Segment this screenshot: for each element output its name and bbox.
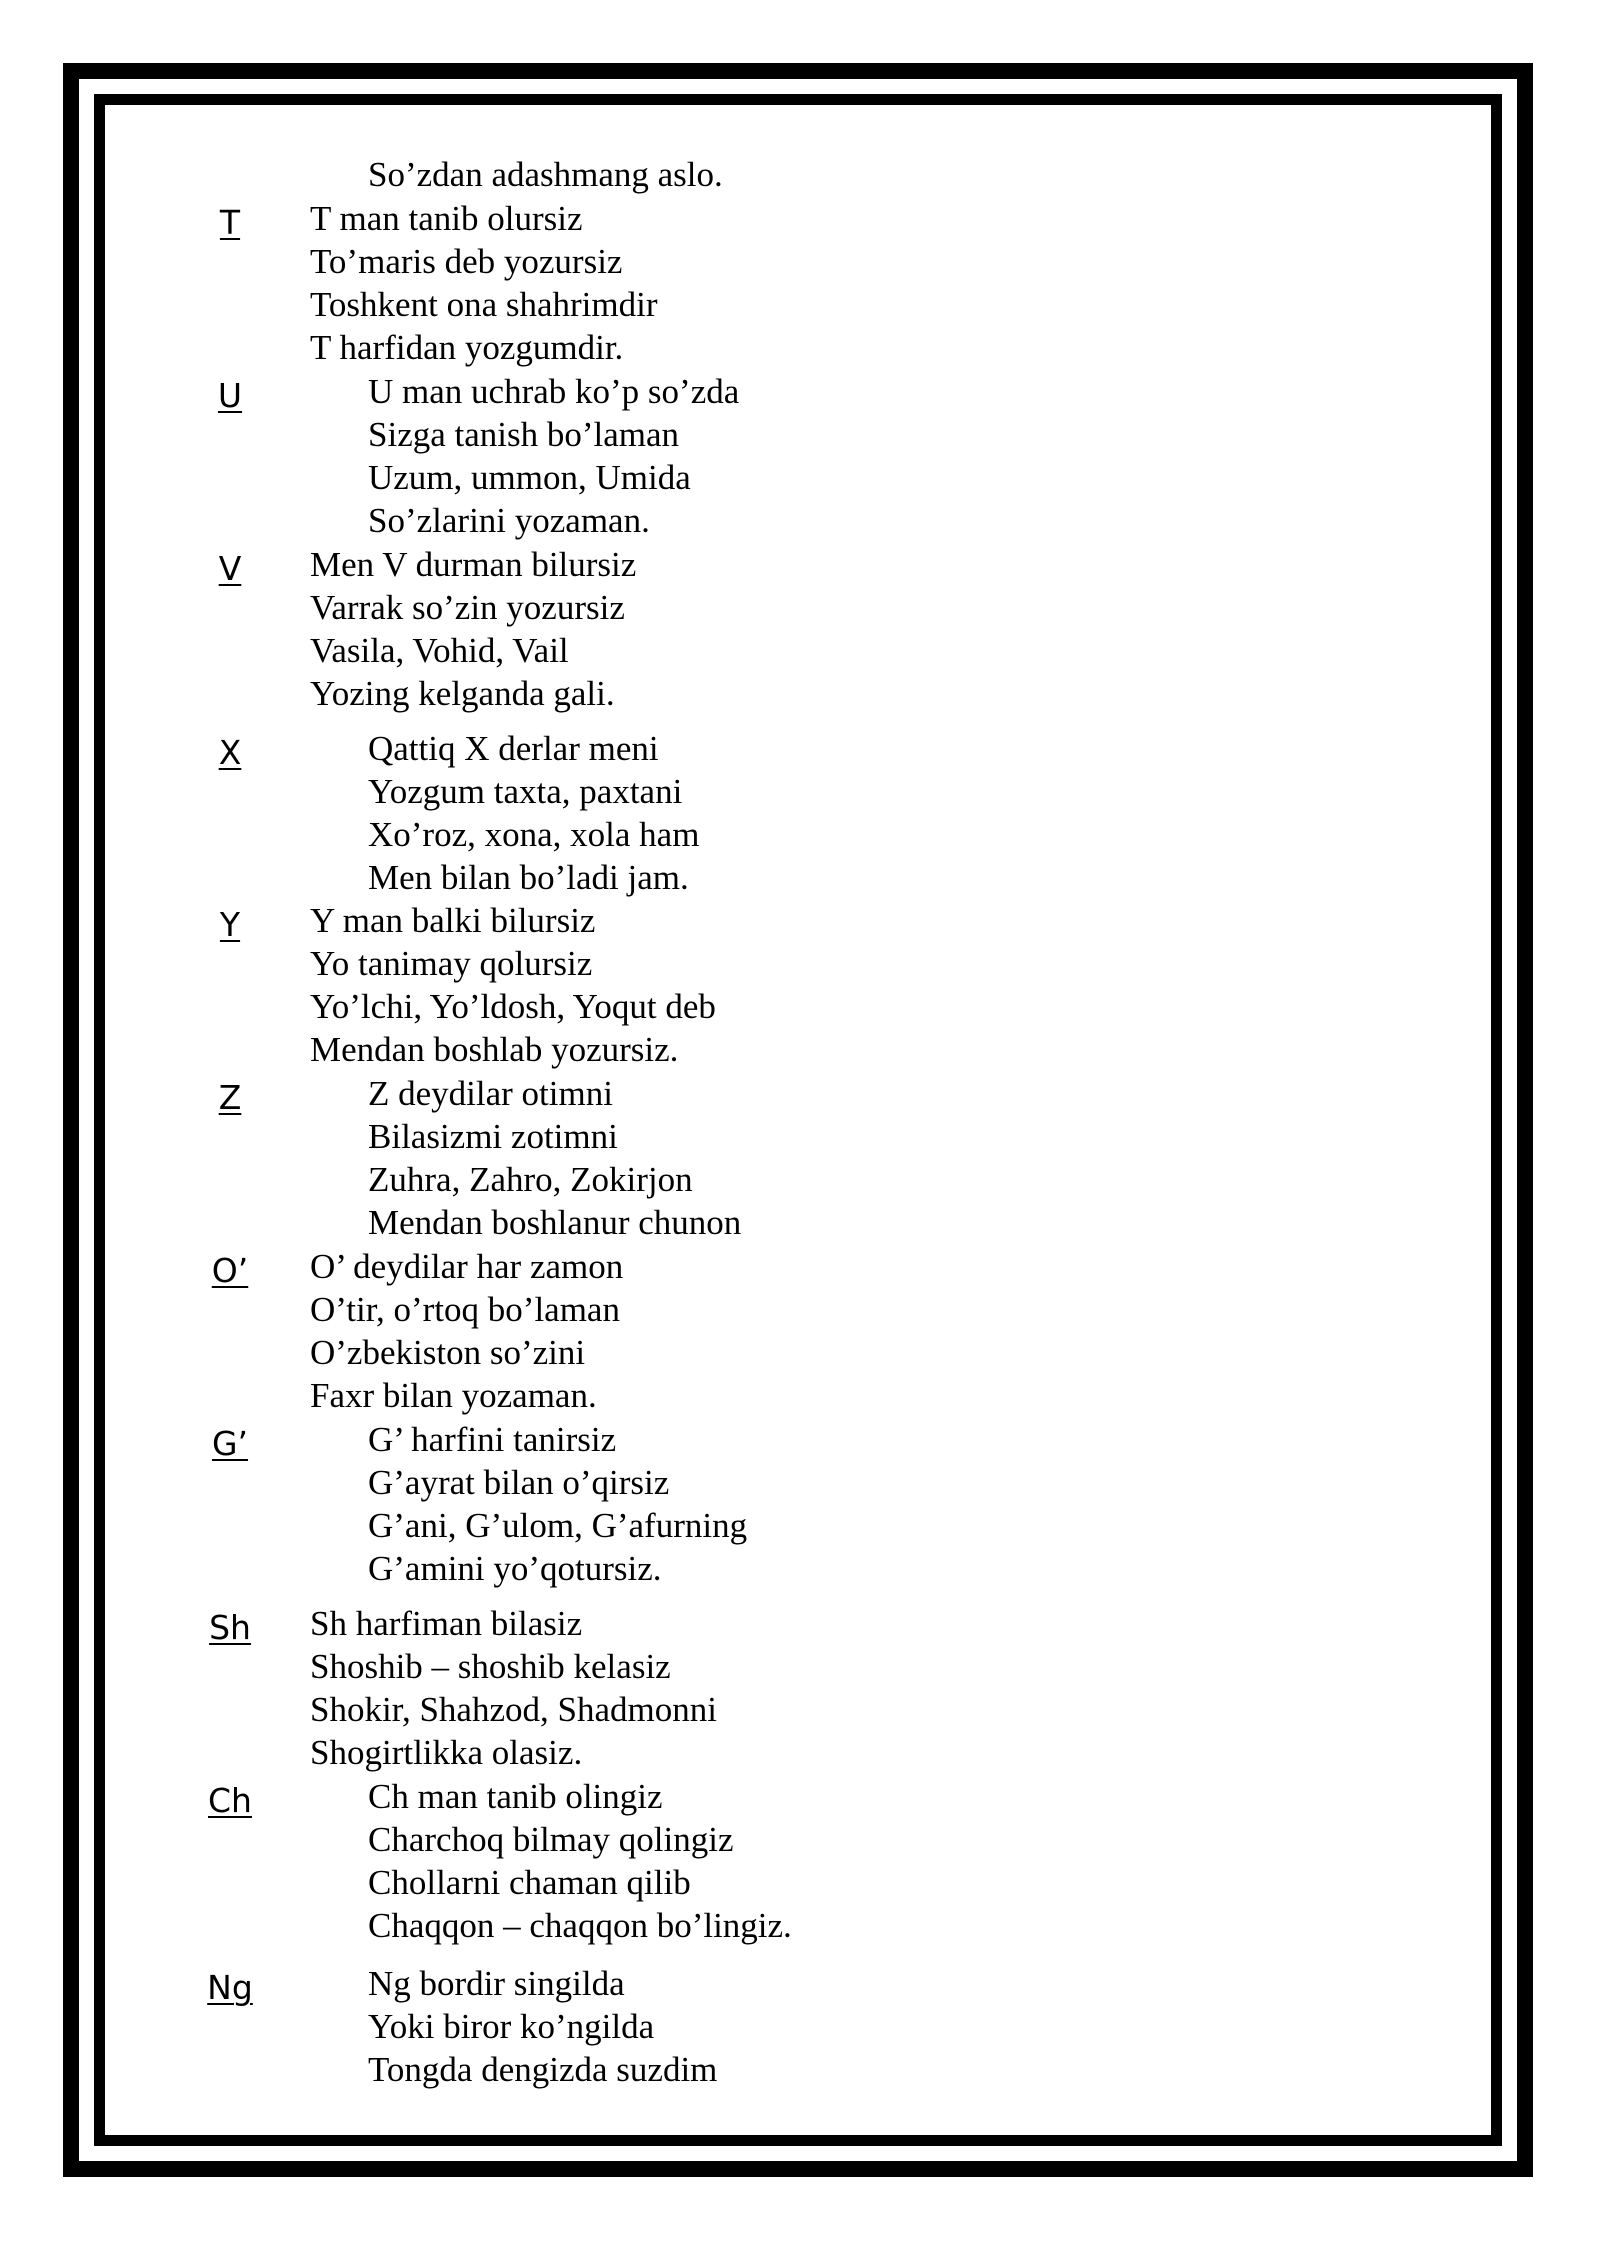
- section-letter-ch: Ch: [208, 1781, 252, 1820]
- poem-line: Yozgum taxta, paxtani: [368, 772, 683, 811]
- poem-line: Shoshib – shoshib kelasiz: [310, 1647, 671, 1686]
- poem-line: To’maris deb yozursiz: [310, 242, 623, 281]
- poem-line: O’tir, o’rtoq bo’laman: [310, 1290, 620, 1329]
- poem-line: Xo’roz, xona, xola ham: [368, 815, 700, 854]
- poem-line: Yo tanimay qolursiz: [310, 944, 593, 983]
- poem-line: Tongda dengizda suzdim: [368, 2050, 718, 2089]
- poem-line: Sizga tanish bo’laman: [368, 415, 680, 454]
- poem-line: Men V durman bilursiz: [310, 545, 637, 584]
- section-letter-sh: Sh: [209, 1608, 251, 1647]
- poem-line: Mendan boshlab yozursiz.: [310, 1030, 679, 1069]
- poem-line: Vasila, Vohid, Vail: [310, 631, 569, 670]
- poem-line: T man tanib olursiz: [310, 199, 583, 238]
- section-letter-ng: Ng: [207, 1968, 253, 2007]
- poem-line: Uzum, ummon, Umida: [368, 458, 691, 497]
- section-letter-u: U: [217, 376, 243, 415]
- poem-line: Toshkent ona shahrimdir: [310, 285, 658, 324]
- poem-line: Faxr bilan yozaman.: [310, 1376, 597, 1415]
- poem-line: G’ani, G’ulom, G’afurning: [368, 1506, 748, 1545]
- section-letter-y: Y: [219, 905, 241, 944]
- poem-line: Ng bordir singilda: [368, 1964, 625, 2003]
- poem-line: Chaqqon – chaqqon bo’lingiz.: [368, 1906, 792, 1945]
- section-letter-x: X: [218, 733, 242, 772]
- poem-line: Men bilan bo’ladi jam.: [368, 858, 689, 897]
- section-letter-v: V: [218, 549, 242, 588]
- poem-line: Yoki biror ko’ngilda: [368, 2007, 655, 2046]
- poem-line: O’ deydilar har zamon: [310, 1247, 624, 1286]
- poem-line: Chollarni chaman qilib: [368, 1863, 691, 1902]
- poem-line: T harfidan yozgumdir.: [310, 328, 624, 367]
- poem-line: Qattiq X derlar meni: [368, 729, 659, 768]
- poem-line: Zuhra, Zahro, Zokirjon: [368, 1160, 693, 1199]
- poem-line: So’zlarini yozaman.: [368, 501, 650, 540]
- poem-line: Charchoq bilmay qolingiz: [368, 1820, 734, 1859]
- section-letter-t: T: [219, 203, 241, 242]
- poem-line: Shogirtlikka olasiz.: [310, 1733, 583, 1772]
- poem-line: G’ harfini tanirsiz: [368, 1420, 617, 1459]
- poem-line: Shokir, Shahzod, Shadmonni: [310, 1690, 717, 1729]
- poem-line: Ch man tanib olingiz: [368, 1777, 663, 1816]
- intro-line: So’zdan adashmang aslo.: [368, 155, 723, 194]
- poem-line: Varrak so’zin yozursiz: [310, 588, 625, 627]
- section-letter-g-apostrophe: G’: [211, 1424, 249, 1463]
- poem-line: O’zbekiston so’zini: [310, 1333, 586, 1372]
- poem-line: U man uchrab ko’p so’zda: [368, 372, 740, 411]
- poem-line: Mendan boshlanur chunon: [368, 1203, 742, 1242]
- section-letter-z: Z: [218, 1078, 242, 1117]
- poem-line: Bilasizmi zotimni: [368, 1117, 618, 1156]
- poem-line: G’amini yo’qotursiz.: [368, 1549, 662, 1588]
- poem-line: Yo’lchi, Yo’ldosh, Yoqut deb: [310, 987, 716, 1026]
- poem-line: Yozing kelganda gali.: [310, 674, 615, 713]
- poem-line: Sh harfiman bilasiz: [310, 1604, 583, 1643]
- poem-line: G’ayrat bilan o’qirsiz: [368, 1463, 670, 1502]
- poem-line: Y man balki bilursiz: [310, 901, 596, 940]
- section-letter-o-apostrophe: O’: [211, 1251, 249, 1290]
- poem-line: Z deydilar otimni: [368, 1074, 613, 1113]
